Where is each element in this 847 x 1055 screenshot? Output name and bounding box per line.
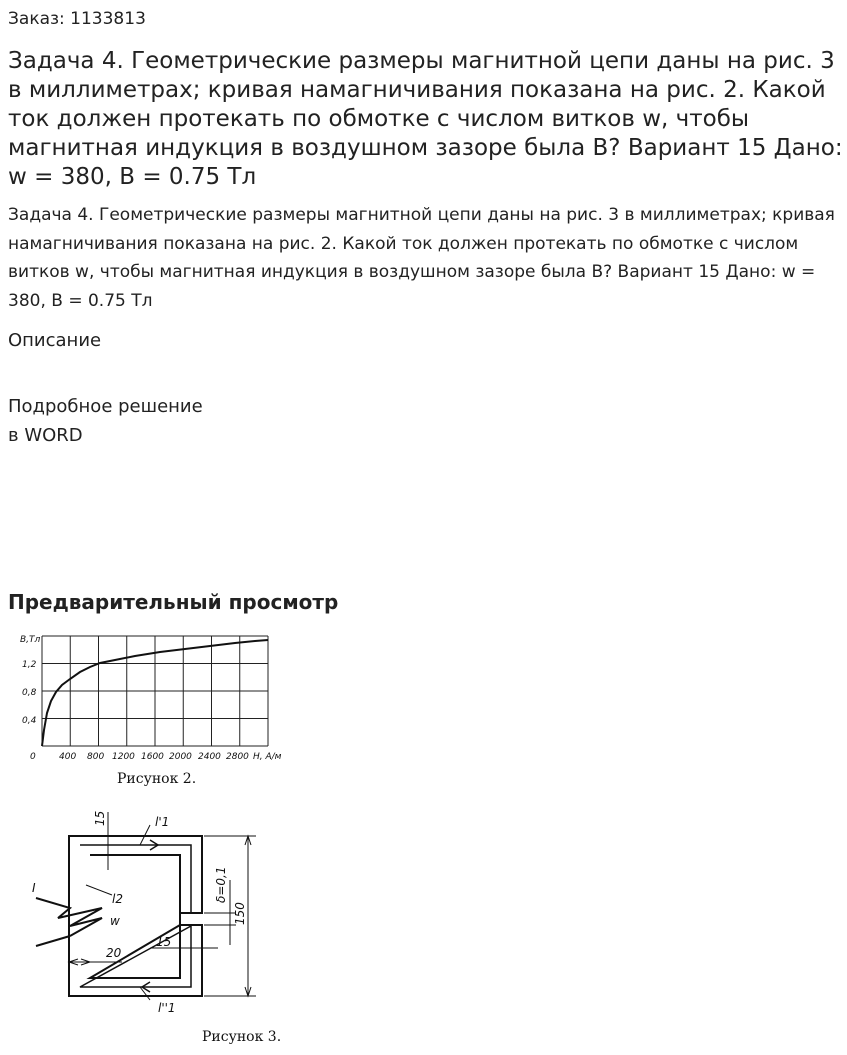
fig2-x-tick: 1200: [112, 752, 135, 762]
fig2-y-tick: 0,4: [22, 716, 37, 726]
fig2-x-tick: 2000: [169, 752, 192, 762]
fig3-left-width-label: 20: [106, 946, 122, 960]
fig3-l1-dprime-label: l''1: [158, 1001, 176, 1015]
figure-3-caption: Рисунок 3.: [202, 1029, 282, 1045]
fig2-y-tick: 0,8: [22, 688, 37, 698]
page-title: Задача 4. Геометрические размеры магнитной цепи даны на рис. 3 в миллиметрах; кривая намагничивания показана на рис. 2. Какой ток должен протекать по обмотке с числом витков w, чтобы магнитная индукция в воздушном зазоре была B? Вариант 15 Дано: w = 380, B = 0.75 Тл: [8, 48, 843, 190]
fig2-y-axis-label: B,Тл: [20, 635, 41, 645]
fig3-winding-label: w: [110, 914, 120, 928]
fig2-x-tick: 0: [30, 752, 36, 762]
fig2-x-tick: 2800: [226, 752, 249, 762]
fig3-gap-width-label: 15: [156, 935, 172, 949]
order-number: Заказ: 1133813: [8, 9, 146, 29]
fig2-x-axis-label: H, А/м: [253, 752, 282, 762]
solution-line-2: в WORD: [8, 425, 83, 446]
fig2-x-tick: 400: [59, 752, 77, 762]
fig3-top-dimension: 15: [93, 810, 107, 826]
fig2-y-tick: 1,2: [22, 660, 37, 670]
description-label: Описание: [8, 330, 102, 351]
fig2-x-tick: 2400: [198, 752, 221, 762]
solution-line-1: Подробное решение: [8, 396, 203, 417]
figure-2-caption: Рисунок 2.: [117, 771, 197, 787]
fig2-x-tick: 800: [87, 752, 105, 762]
fig3-l1-prime-label: l'1: [155, 815, 170, 829]
figure-3-magnetic-circuit: [36, 812, 256, 1000]
core-inner-window: [90, 855, 180, 978]
fig2-x-tick: 1600: [141, 752, 164, 762]
fig3-height-label: 150: [233, 902, 247, 925]
task-description: Задача 4. Геометрические размеры магнитной цепи даны на рис. 3 в миллиметрах; кривая намагничивания показана на рис. 2. Какой ток должен протекать по обмотке с числом витков w, чтобы магнитная индукция в воздушном зазоре была B? Вариант 15 Дано: w = 380, B = 0.75 Тл: [8, 205, 835, 311]
fig3-current-label: I: [32, 881, 36, 895]
fig3-l2-label: l2: [112, 892, 123, 906]
l2-leader: [86, 885, 112, 895]
mean-flux-path: [80, 845, 191, 987]
preview-heading: Предварительный просмотр: [8, 590, 339, 614]
figure-2-magnetization-curve: [20, 635, 282, 787]
fig3-gap-label: δ=0,1: [214, 866, 228, 903]
